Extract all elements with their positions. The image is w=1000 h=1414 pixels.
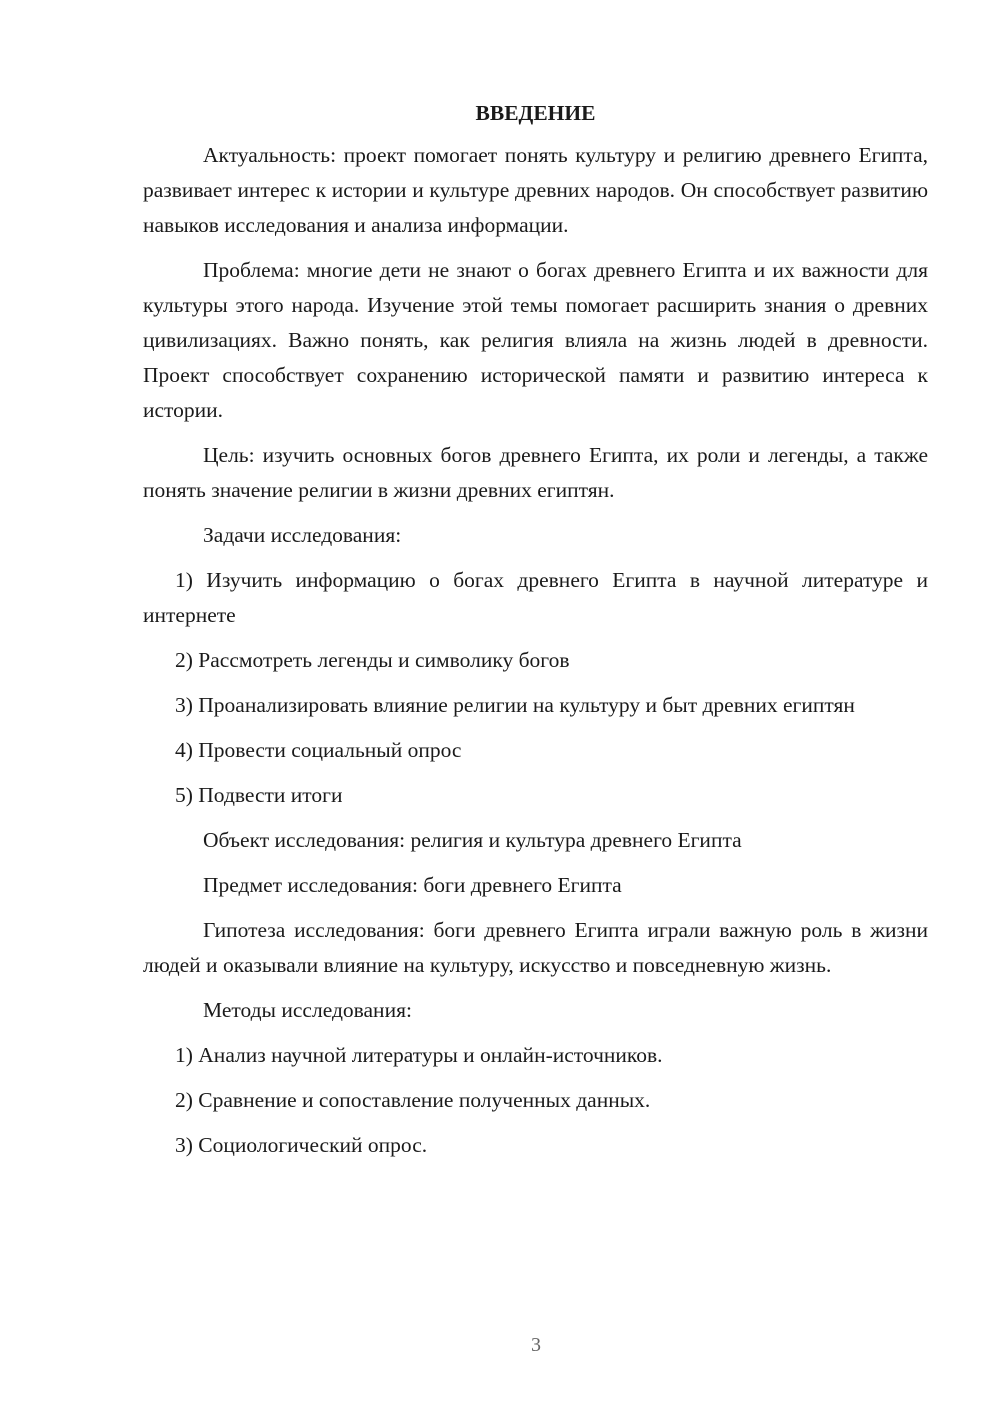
- methods-heading: Методы исследования:: [203, 998, 412, 1022]
- hypothesis-paragraph: Гипотеза исследования: боги древнего Египта играли важную роль в жизни людей и оказывали влияние на культуру, искусство и повседневную жизнь.: [143, 918, 928, 977]
- task-item-4: 4) Провести социальный опрос: [175, 738, 462, 762]
- relevance-paragraph: Актуальность: проект помогает понять культуру и религию древнего Египта, развивает интерес к истории и культуре древних народов. Он способствует развитию навыков исследования и анализа информации.: [143, 143, 928, 237]
- method-item-2: 2) Сравнение и сопоставление полученных данных.: [175, 1088, 651, 1112]
- method-item-3: 3) Социологический опрос.: [175, 1133, 428, 1157]
- task-item-3: 3) Проанализировать влияние религии на культуру и быт древних египтян: [175, 693, 855, 717]
- tasks-heading: Задачи исследования:: [203, 523, 402, 547]
- object-paragraph: Объект исследования: религия и культура древнего Египта: [203, 828, 742, 852]
- task-item-1: 1) Изучить информацию о богах древнего Египта в научной литературе и интернете: [143, 568, 928, 627]
- page-number: 3: [531, 1334, 541, 1356]
- document-page: [143, 96, 928, 1173]
- goal-paragraph: Цель: изучить основных богов древнего Египта, их роли и легенды, а также понять значение религии в жизни древних египтян.: [143, 443, 928, 502]
- subject-paragraph: Предмет исследования: боги древнего Египта: [203, 873, 622, 897]
- section-title: ВВЕДЕНИЕ: [475, 101, 596, 125]
- task-item-2: 2) Рассмотреть легенды и символику богов: [175, 648, 570, 672]
- task-item-5: 5) Подвести итоги: [175, 783, 343, 807]
- problem-paragraph: Проблема: многие дети не знают о богах древнего Египта и их важности для культуры этого народа. Изучение этой темы помогает расширить знания о древних цивилизациях. Важно понять, как религия влияла на жизнь людей в древности. Проект способствует сохранению исторической памяти и развитию интереса к истории.: [143, 258, 928, 422]
- method-item-1: 1) Анализ научной литературы и онлайн-источников.: [175, 1043, 663, 1067]
